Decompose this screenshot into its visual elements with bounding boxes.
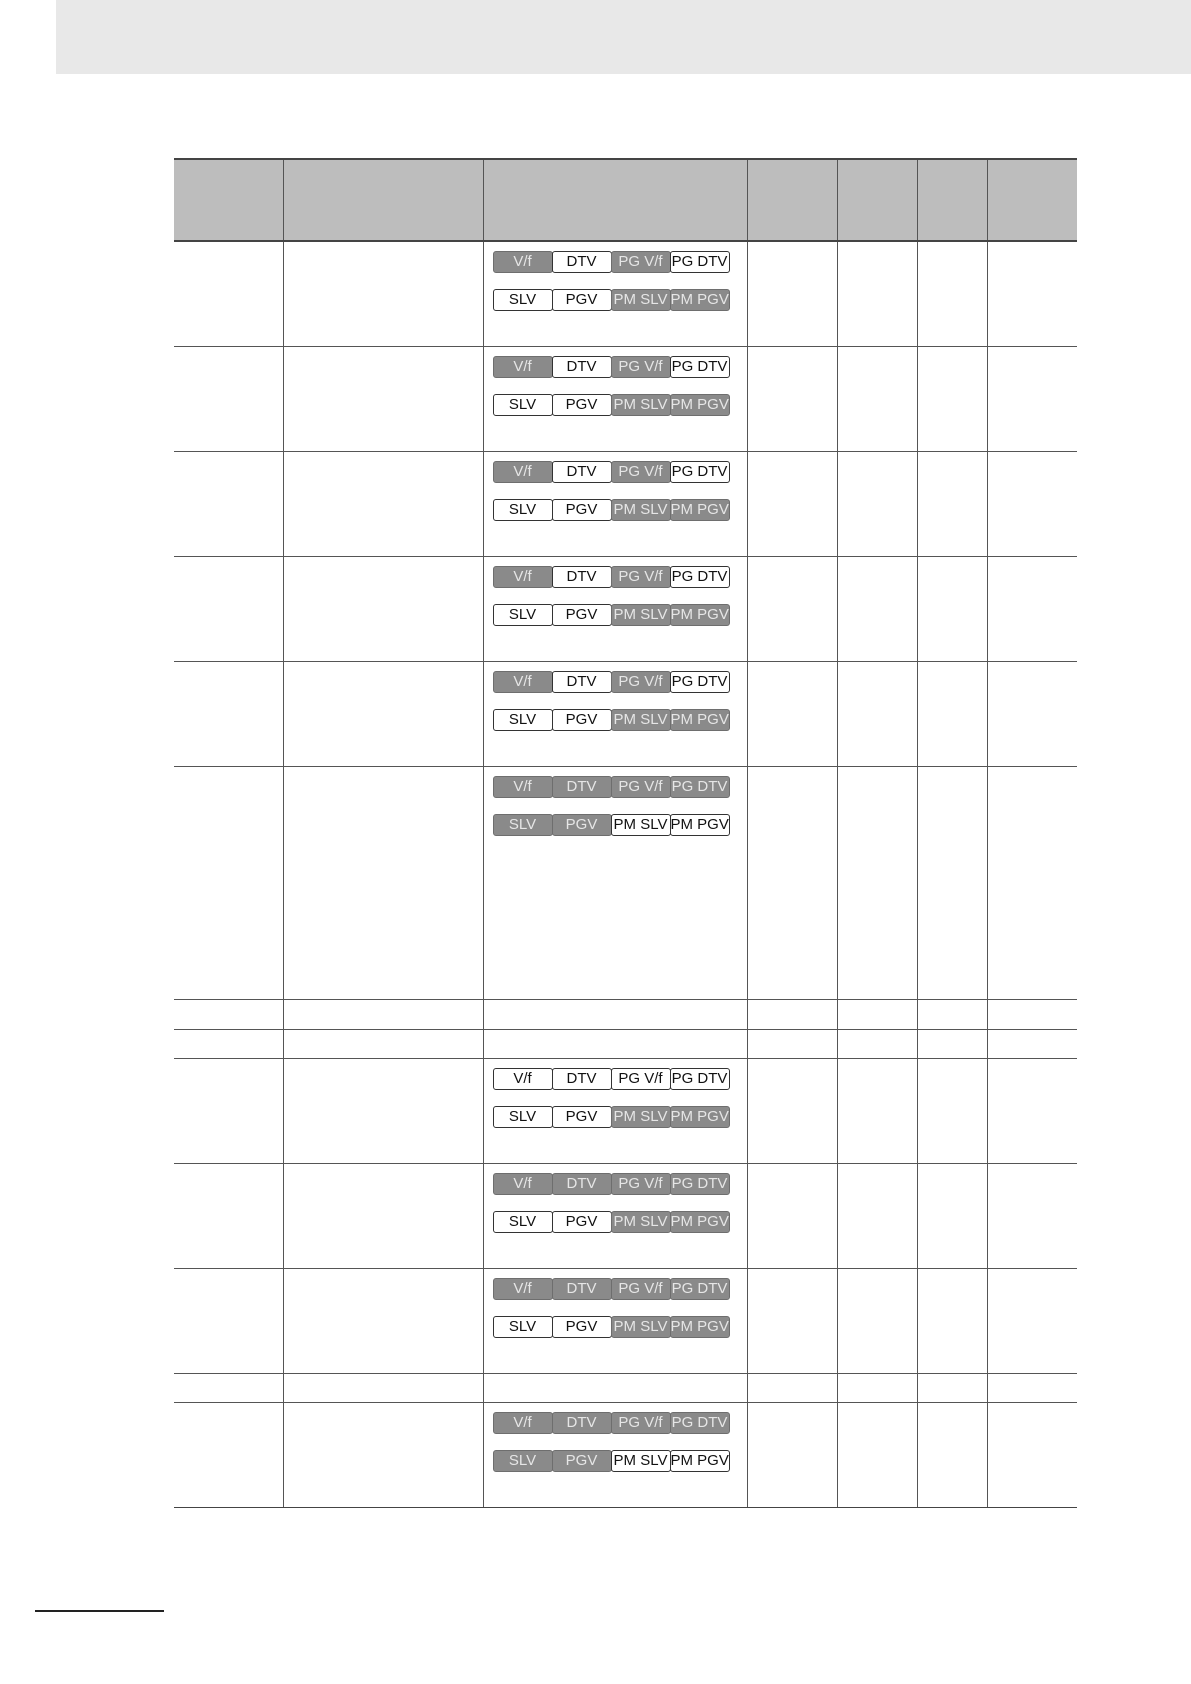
mode-badge-dtv: DTV xyxy=(552,1278,612,1300)
table-cell xyxy=(747,661,837,766)
mode-badge-vf: V/f xyxy=(493,1278,553,1300)
mode-badge-pgdtv: PG DTV xyxy=(670,776,730,798)
mode-badge-pmpgv: PM PGV xyxy=(670,604,730,626)
table-cell xyxy=(283,1268,483,1373)
mode-badge-slv: SLV xyxy=(493,814,553,836)
table-cell xyxy=(747,241,837,346)
table-cell xyxy=(837,1058,917,1163)
mode-badge-row xyxy=(493,356,747,378)
mode-badge-pmpgv: PM PGV xyxy=(670,709,730,731)
table-cell xyxy=(174,766,283,999)
mode-badge-pgv: PGV xyxy=(552,604,612,626)
table-cell xyxy=(283,1402,483,1507)
parameter-table xyxy=(174,158,1077,1508)
table-cell xyxy=(917,1268,987,1373)
control-mode-badges xyxy=(484,1164,747,1233)
table-row xyxy=(174,1402,1077,1507)
table-cell xyxy=(747,1373,837,1402)
header-cell-1 xyxy=(174,159,283,241)
mode-badge-dtv: DTV xyxy=(552,671,612,693)
control-mode-badges xyxy=(484,452,747,521)
mode-badge-vf: V/f xyxy=(493,671,553,693)
mode-badge-dtv: DTV xyxy=(552,1068,612,1090)
mode-badge-pgvf: PG V/f xyxy=(611,776,671,798)
control-mode-badges xyxy=(484,347,747,416)
table-cell xyxy=(987,661,1077,766)
table-cell xyxy=(174,1402,283,1507)
table-cell xyxy=(747,999,837,1029)
mode-badge-slv: SLV xyxy=(493,604,553,626)
table-cell xyxy=(987,1373,1077,1402)
mode-badge-slv: SLV xyxy=(493,709,553,731)
mode-badge-pgv: PGV xyxy=(552,814,612,836)
mode-badge-row xyxy=(493,671,747,693)
control-mode-cell xyxy=(483,346,747,451)
mode-badge-pgvf: PG V/f xyxy=(611,356,671,378)
mode-badge-pmpgv: PM PGV xyxy=(670,1106,730,1128)
mode-badge-pgdtv: PG DTV xyxy=(670,671,730,693)
mode-badge-pgv: PGV xyxy=(552,709,612,731)
mode-badge-pmslv: PM SLV xyxy=(611,1106,671,1128)
mode-badge-row xyxy=(493,1316,747,1338)
table-cell xyxy=(174,346,283,451)
mode-badge-pgvf: PG V/f xyxy=(611,461,671,483)
table-cell xyxy=(283,766,483,999)
mode-badge-pmslv: PM SLV xyxy=(611,394,671,416)
mode-badge-dtv: DTV xyxy=(552,251,612,273)
control-mode-cell xyxy=(483,1268,747,1373)
mode-badge-vf: V/f xyxy=(493,1068,553,1090)
table-cell xyxy=(917,1402,987,1507)
table-cell xyxy=(837,1402,917,1507)
mode-badge-pgv: PGV xyxy=(552,1106,612,1128)
table-cell xyxy=(837,1163,917,1268)
table-cell xyxy=(837,766,917,999)
table-row xyxy=(174,661,1077,766)
table-cell xyxy=(174,556,283,661)
table-cell xyxy=(987,451,1077,556)
table-cell xyxy=(174,1268,283,1373)
footer-rule xyxy=(35,1610,164,1612)
table-cell xyxy=(174,1163,283,1268)
mode-badge-pgvf: PG V/f xyxy=(611,566,671,588)
table-cell xyxy=(283,999,483,1029)
control-mode-badges xyxy=(484,767,747,836)
table-row xyxy=(174,1268,1077,1373)
mode-badge-row xyxy=(493,1450,747,1472)
mode-badge-row xyxy=(493,394,747,416)
table-cell xyxy=(174,999,283,1029)
mode-badge-row xyxy=(493,814,747,836)
mode-badge-pgvf: PG V/f xyxy=(611,1278,671,1300)
control-mode-cell xyxy=(483,1402,747,1507)
mode-badge-row xyxy=(493,289,747,311)
mode-badge-pgdtv: PG DTV xyxy=(670,1412,730,1434)
mode-badge-pgvf: PG V/f xyxy=(611,1412,671,1434)
mode-badge-pmpgv: PM PGV xyxy=(670,814,730,836)
mode-badge-pmpgv: PM PGV xyxy=(670,499,730,521)
control-mode-cell xyxy=(483,661,747,766)
table-cell xyxy=(917,451,987,556)
mode-badge-vf: V/f xyxy=(493,1412,553,1434)
mode-badge-row xyxy=(493,499,747,521)
table-cell xyxy=(283,1029,483,1058)
mode-badge-dtv: DTV xyxy=(552,1412,612,1434)
table-cell xyxy=(987,1268,1077,1373)
table-cell xyxy=(917,556,987,661)
mode-badge-slv: SLV xyxy=(493,1211,553,1233)
control-mode-cell xyxy=(483,1058,747,1163)
mode-badge-pgdtv: PG DTV xyxy=(670,566,730,588)
table-row xyxy=(174,346,1077,451)
table-cell xyxy=(987,999,1077,1029)
table-cell xyxy=(917,661,987,766)
mode-badge-pmslv: PM SLV xyxy=(611,289,671,311)
table-cell xyxy=(747,1402,837,1507)
table-cell xyxy=(917,1058,987,1163)
table-cell xyxy=(174,1373,283,1402)
control-mode-badges xyxy=(484,662,747,731)
table-row xyxy=(174,451,1077,556)
mode-badge-pmpgv: PM PGV xyxy=(670,1316,730,1338)
table-cell xyxy=(987,1058,1077,1163)
mode-badge-slv: SLV xyxy=(493,499,553,521)
mode-badge-row xyxy=(493,461,747,483)
mode-badge-dtv: DTV xyxy=(552,776,612,798)
table-cell xyxy=(987,556,1077,661)
mode-badge-pgv: PGV xyxy=(552,394,612,416)
control-mode-cell xyxy=(483,451,747,556)
mode-badge-vf: V/f xyxy=(493,776,553,798)
mode-badge-vf: V/f xyxy=(493,566,553,588)
mode-badge-pgv: PGV xyxy=(552,1211,612,1233)
table-cell xyxy=(837,1373,917,1402)
mode-badge-pgvf: PG V/f xyxy=(611,1173,671,1195)
mode-badge-pmslv: PM SLV xyxy=(611,1450,671,1472)
control-mode-badges xyxy=(484,242,747,311)
mode-badge-row xyxy=(493,1278,747,1300)
table-cell xyxy=(747,1058,837,1163)
mode-badge-pmpgv: PM PGV xyxy=(670,289,730,311)
mode-badge-row xyxy=(493,1173,747,1195)
table-cell xyxy=(837,999,917,1029)
mode-badge-slv: SLV xyxy=(493,1450,553,1472)
table-cell xyxy=(283,1373,483,1402)
control-mode-cell xyxy=(483,1029,747,1058)
mode-badge-vf: V/f xyxy=(493,251,553,273)
table-row xyxy=(174,999,1077,1029)
table-cell xyxy=(837,556,917,661)
mode-badge-pmpgv: PM PGV xyxy=(670,1211,730,1233)
table-cell xyxy=(837,1268,917,1373)
mode-badge-pmslv: PM SLV xyxy=(611,1316,671,1338)
table-cell xyxy=(747,1163,837,1268)
mode-badge-pgvf: PG V/f xyxy=(611,1068,671,1090)
mode-badge-pgv: PGV xyxy=(552,1316,612,1338)
mode-badge-pmslv: PM SLV xyxy=(611,604,671,626)
table-cell xyxy=(283,1163,483,1268)
table-cell xyxy=(747,346,837,451)
table-cell xyxy=(283,661,483,766)
table-cell xyxy=(987,1163,1077,1268)
mode-badge-pgdtv: PG DTV xyxy=(670,356,730,378)
mode-badge-pmslv: PM SLV xyxy=(611,1211,671,1233)
control-mode-cell xyxy=(483,556,747,661)
mode-badge-pmslv: PM SLV xyxy=(611,709,671,731)
table-cell xyxy=(283,241,483,346)
table-cell xyxy=(747,451,837,556)
mode-badge-vf: V/f xyxy=(493,356,553,378)
table-cell xyxy=(917,1029,987,1058)
table-cell xyxy=(987,1029,1077,1058)
header-cell-2 xyxy=(283,159,483,241)
table-cell xyxy=(917,241,987,346)
mode-badge-pmslv: PM SLV xyxy=(611,814,671,836)
header-cell-3 xyxy=(483,159,747,241)
table-cell xyxy=(917,1163,987,1268)
table-cell xyxy=(283,1058,483,1163)
table-row xyxy=(174,1163,1077,1268)
control-mode-badges xyxy=(484,1269,747,1338)
table-cell xyxy=(283,346,483,451)
table-cell xyxy=(174,661,283,766)
mode-badge-row xyxy=(493,1412,747,1434)
control-mode-cell xyxy=(483,241,747,346)
table-cell xyxy=(837,451,917,556)
mode-badge-dtv: DTV xyxy=(552,566,612,588)
control-mode-badges xyxy=(484,1403,747,1472)
table-cell xyxy=(987,766,1077,999)
table-cell xyxy=(917,766,987,999)
mode-badge-row xyxy=(493,1068,747,1090)
mode-badge-row xyxy=(493,566,747,588)
table-cell xyxy=(174,1058,283,1163)
table-cell xyxy=(917,1373,987,1402)
mode-badge-row xyxy=(493,604,747,626)
mode-badge-dtv: DTV xyxy=(552,461,612,483)
mode-badge-row xyxy=(493,1211,747,1233)
mode-badge-pgdtv: PG DTV xyxy=(670,1278,730,1300)
table-cell xyxy=(917,999,987,1029)
control-mode-cell xyxy=(483,1163,747,1268)
table-cell xyxy=(837,1029,917,1058)
mode-badge-dtv: DTV xyxy=(552,1173,612,1195)
mode-badge-pgdtv: PG DTV xyxy=(670,461,730,483)
table-cell xyxy=(747,1268,837,1373)
mode-badge-row xyxy=(493,709,747,731)
table-cell xyxy=(283,556,483,661)
table-row xyxy=(174,556,1077,661)
mode-badge-pmpgv: PM PGV xyxy=(670,394,730,416)
table-cell xyxy=(174,1029,283,1058)
control-mode-badges xyxy=(484,557,747,626)
table-cell xyxy=(283,451,483,556)
mode-badge-pgv: PGV xyxy=(552,289,612,311)
table-cell xyxy=(747,1029,837,1058)
table-cell xyxy=(747,766,837,999)
header-cell-6 xyxy=(917,159,987,241)
mode-badge-pgvf: PG V/f xyxy=(611,671,671,693)
mode-badge-slv: SLV xyxy=(493,289,553,311)
table-row xyxy=(174,766,1077,999)
control-mode-cell xyxy=(483,766,747,999)
table-cell xyxy=(987,241,1077,346)
table-row xyxy=(174,1029,1077,1058)
table-cell xyxy=(174,451,283,556)
mode-badge-slv: SLV xyxy=(493,1106,553,1128)
mode-badge-pgdtv: PG DTV xyxy=(670,251,730,273)
table-cell xyxy=(174,241,283,346)
mode-badge-pgv: PGV xyxy=(552,1450,612,1472)
mode-badge-pmslv: PM SLV xyxy=(611,499,671,521)
table-cell xyxy=(837,241,917,346)
header-cell-4 xyxy=(747,159,837,241)
mode-badge-pgdtv: PG DTV xyxy=(670,1068,730,1090)
table-cell xyxy=(837,661,917,766)
header-cell-5 xyxy=(837,159,917,241)
mode-badge-pgvf: PG V/f xyxy=(611,251,671,273)
table-row xyxy=(174,1373,1077,1402)
mode-badge-slv: SLV xyxy=(493,394,553,416)
mode-badge-vf: V/f xyxy=(493,1173,553,1195)
mode-badge-row xyxy=(493,776,747,798)
mode-badge-slv: SLV xyxy=(493,1316,553,1338)
mode-badge-pgv: PGV xyxy=(552,499,612,521)
table-cell xyxy=(837,346,917,451)
table-cell xyxy=(987,1402,1077,1507)
mode-badge-pmpgv: PM PGV xyxy=(670,1450,730,1472)
control-mode-badges xyxy=(484,1059,747,1128)
mode-badge-dtv: DTV xyxy=(552,356,612,378)
table-cell xyxy=(987,346,1077,451)
control-mode-cell xyxy=(483,999,747,1029)
table-row xyxy=(174,1058,1077,1163)
table-header-row xyxy=(174,159,1077,241)
table-row xyxy=(174,241,1077,346)
table-cell xyxy=(747,556,837,661)
mode-badge-pgdtv: PG DTV xyxy=(670,1173,730,1195)
header-cell-7 xyxy=(987,159,1077,241)
mode-badge-row xyxy=(493,251,747,273)
table-cell xyxy=(917,346,987,451)
page-header-band xyxy=(56,0,1191,74)
mode-badge-row xyxy=(493,1106,747,1128)
control-mode-cell xyxy=(483,1373,747,1402)
mode-badge-vf: V/f xyxy=(493,461,553,483)
